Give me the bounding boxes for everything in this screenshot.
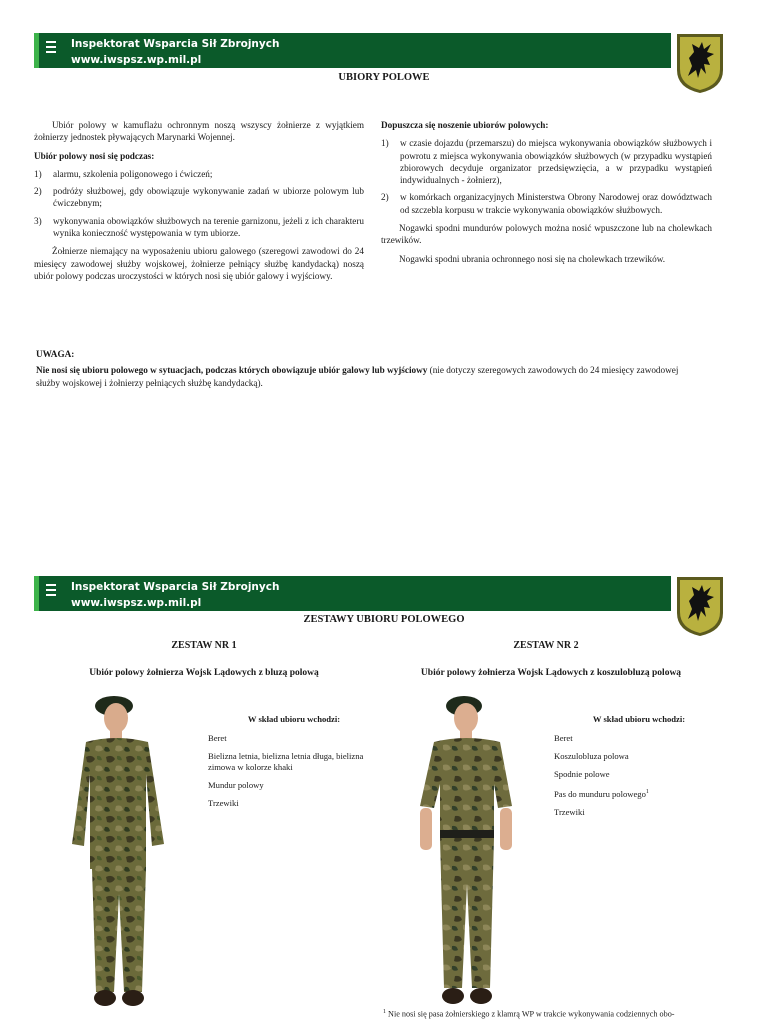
list-item	[554, 787, 724, 800]
website: www.iwspsz.wp.mil.pl	[71, 54, 202, 66]
page-title: UBIORY POLOWE	[338, 72, 430, 83]
footnote-number: 1	[383, 1009, 386, 1015]
footnote-text: Nie nosi się pasa żołnierskiego z klamrą WP w trakcie wykonywania codziennych obo-	[388, 1009, 675, 1019]
allowed-heading: Dopuszcza się noszenie ubiorów polowych:	[381, 120, 549, 130]
header-banner	[34, 576, 671, 611]
list-item: Trzewiki	[208, 798, 239, 808]
list-text: w czasie dojazdu (przemarszu) do miejsca wykonywania obowiązków służbowych i powrotu z miejsca wykonywania obowiązków służbowych (w przypadku wystąpień zbiorowych decyduje organizator przedsięwzięcia, a w przypadku wystąpień indywidualnych - żołnierz),	[400, 138, 712, 186]
set1-items-heading: W skład ubioru wchodzi:	[247, 714, 341, 724]
allowed-list	[381, 137, 712, 216]
footnote-marker: 1	[645, 789, 649, 795]
warning-rest: (nie dotyczy szeregowych zawodowych do 24 miesięcy zawodowej służby wojskowej i żołnierzy pełniących służbę kandydacką).	[36, 365, 679, 388]
list-number: 2)	[34, 186, 42, 197]
griffin-emblem-icon	[674, 575, 726, 637]
set2-title: ZESTAW NR 2	[513, 640, 579, 651]
list-item	[34, 185, 364, 210]
list-text: podróży służbowej, gdy obowiązuje wykonywanie zadań w ubiorze polowym lub ćwiczebnym;	[53, 186, 364, 209]
list-text: w komórkach organizacyjnych Ministerstwa Obrony Narodowej oraz dowództwach od szczebla korpusu w trakcie wykonywania obowiązków służbowych.	[400, 192, 712, 215]
list-item: Mundur polowy	[208, 780, 264, 790]
set1-subtitle: Ubiór polowy żołnierza Wojsk Lądowych z bluzą polową	[89, 668, 319, 678]
warning-label: UWAGA:	[36, 349, 75, 359]
soldier-figure-1	[64, 694, 174, 1012]
no-dress-paragraph: Żołnierze niemający na wyposażeniu ubioru galowego (szeregowi zawodowi do 24 miesięcy zawodowej służby wojskowej, żołnierze pełniący służbę kandydacką) noszą ubiór polowy podczas uroczystości w których nosi się ubiór galowy i wyjściowy.	[34, 246, 364, 281]
list-text: wykonywania obowiązków służbowych na terenie garnizonu, jeżeli z ich charakteru wynika konieczność występowania w tym ubiorze.	[53, 215, 364, 239]
list-item	[34, 215, 364, 240]
banner-text	[71, 579, 279, 611]
list-text: alarmu, szkolenia poligonowego i ćwiczeń;	[53, 168, 213, 179]
list-number: 2)	[381, 192, 389, 203]
set2-items	[554, 714, 724, 825]
worn-during-list	[34, 168, 364, 239]
banner-text	[71, 36, 279, 68]
list-item: Bielizna letnia, bielizna letnia długa, bielizna zimowa w kolorze khaki	[208, 751, 364, 772]
footnote	[383, 1009, 675, 1019]
list-text: Pas do munduru polowego	[554, 788, 646, 799]
list-item	[34, 168, 364, 180]
set1-title: ZESTAW NR 1	[171, 640, 237, 651]
menu-icon	[46, 584, 56, 599]
menu-icon	[46, 41, 56, 56]
intro-paragraph: Ubiór polowy w kamuflażu ochronnym noszą wszyscy żołnierze z wyjątkiem żołnierzy jednostek pływających Marynarki Wojennej.	[34, 120, 364, 143]
org-name: Inspektorat Wsparcia Sił Zbrojnych	[71, 581, 280, 593]
worn-during-heading: Ubiór polowy nosi się podczas:	[34, 150, 155, 161]
soldier-figure-2	[412, 694, 522, 1012]
banner-stripe	[34, 576, 39, 611]
list-item	[381, 137, 712, 186]
org-name: Inspektorat Wsparcia Sił Zbrojnych	[71, 38, 280, 50]
website: www.iwspsz.wp.mil.pl	[71, 597, 202, 609]
list-item: Spodnie polowe	[554, 769, 610, 779]
set2-subtitle: Ubiór polowy żołnierza Wojsk Lądowych z koszulobluzą polową	[420, 668, 682, 678]
right-column	[381, 119, 712, 271]
list-item: Beret	[554, 733, 573, 743]
list-item: Trzewiki	[554, 806, 585, 817]
list-number: 1)	[381, 138, 389, 149]
set2-items-heading: W skład ubioru wchodzi:	[592, 714, 686, 724]
list-item: Koszulobluza polowa	[554, 751, 629, 761]
header-banner	[34, 33, 671, 68]
trousers-paragraph-1: Nogawki spodni mundurów polowych można nosić wpuszczone lub na cholewkach trzewików.	[381, 223, 712, 246]
list-item	[381, 191, 712, 216]
warning-block	[36, 348, 696, 390]
trousers-paragraph-2: Nogawki spodni ubrania ochronnego nosi się na cholewkach trzewików.	[399, 253, 666, 264]
set1-items	[208, 714, 380, 816]
griffin-emblem-icon	[674, 32, 726, 94]
page-title-2: ZESTAWY UBIORU POLOWEGO	[303, 614, 465, 625]
banner-stripe	[34, 33, 39, 68]
list-number: 1)	[34, 168, 42, 179]
warning-text	[36, 364, 696, 390]
list-number: 3)	[34, 215, 42, 226]
list-item: Beret	[208, 733, 227, 743]
left-column	[34, 119, 364, 288]
warning-bold: Nie nosi się ubioru polowego w sytuacjach, podczas których obowiązuje ubiór galowy lub wyjściowy	[36, 365, 428, 375]
